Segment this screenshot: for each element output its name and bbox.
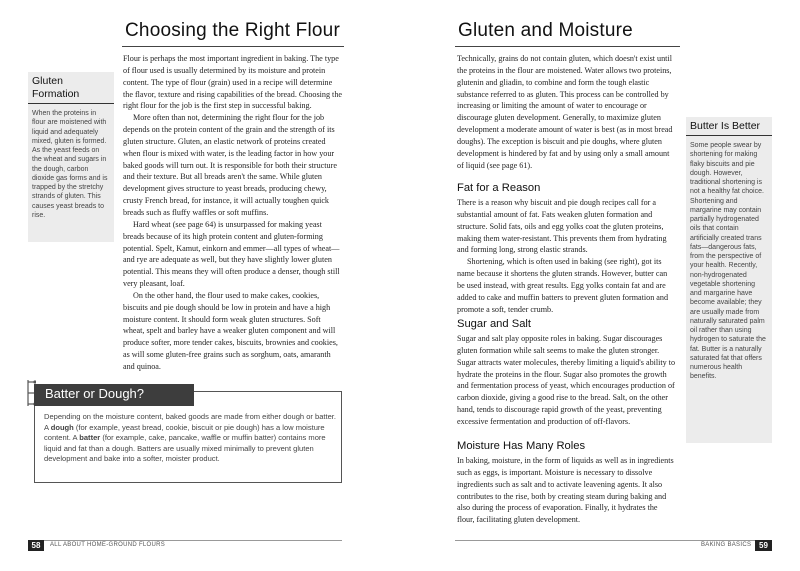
callout-term-dough: dough	[50, 422, 74, 432]
callout-text-part: (for example, yeast bread, cookie, biscuit or pie dough) has a low moisture content. A	[44, 422, 325, 443]
right-footer-rule	[455, 540, 772, 541]
section-heading-sugar-salt: Sugar and Salt	[457, 318, 532, 330]
left-footer-rule	[28, 540, 342, 541]
callout-text-part: (for example, cake, pancake, waffle or muffin batter) contains more liquid and fat than a dough. Batters are usually mixed minimally to prevent gluten development and bake into a softer, moister product.	[44, 433, 326, 464]
sidebar-title-wrap	[686, 117, 772, 136]
right-page-title: Gluten and Moisture	[458, 20, 633, 41]
callout-title: Batter or Dough?	[45, 386, 145, 401]
callout-term-batter: batter	[79, 433, 101, 443]
section-heading-moisture: Moisture Has Many Roles	[457, 440, 586, 452]
sidebar-title: Butter Is Better	[690, 120, 761, 132]
section-heading-fat: Fat for a Reason	[457, 182, 541, 194]
section-sugar-salt-text	[457, 333, 676, 428]
paragraph: Sugar and salt play opposite roles in baking. Sugar discourages gluten formation while salt seems to make the gluten stronger. Sugar attracts water molecules, thereby limiting a liquid's ability to hydrate the proteins in the flour. Sugar also promotes the growth and fermentation process of yeast, which encourages production of carbon dioxide, giving a good rise to the bread. Salt, on the other hand, tends to discourage rapid growth of the yeast, preventing excessive fermentation and production of off-flavors.	[457, 334, 676, 426]
paragraph: Hard wheat (see page 64) is unsurpassed for making yeast breads because of its high protein content and gluten-forming potential. Spelt, Kamut, einkorn and emmer—all types of wheat—and rye are adequate as well, but they have slightly lower gluten potential. This means they will often produce a denser, though still very pleasant, loaf.	[123, 219, 340, 289]
callout-title-bar	[34, 384, 194, 406]
sidebar-title-wrap	[28, 72, 114, 104]
section-moisture-text	[457, 455, 676, 526]
sidebar-text: Some people swear by shortening for making flaky biscuits and pie dough. However, traditional shortening is not a healthy fat choice. Shortening and margarine may contain partially hydrogenated oils that contain artificially created trans fats—dangerous fats, from the perspective of your health. Recently, non-hydrogenated vegetable shortening and margarine have become available; they are usually made from naturally saturated palm oil rather than using hydrogen to saturate the fat. Butter is a naturally saturated fat that offers numerous health benefits.	[690, 142, 766, 381]
sidebar-title: Gluten Formation	[32, 75, 80, 100]
paragraph: More often than not, determining the right flour for the job depends on the protein content of the grain and the strength of its gluten structure. Gluten, an elastic network of proteins created when flour is mixed with water, is the leading factor in how your baked goods will turn out. It is responsible for both their structure and their texture. But all breads aren't the same. While gluten development gives structure to yeast breads, producing chewy, crusty French bread, for instance, it will actually toughen quick breads such as fluffy waffles or soft muffins.	[123, 113, 337, 217]
sidebar-text: When the proteins in flour are moistened with liquid and adequately mixed, gluten is formed. As the yeast feeds on the wheat and sugars in the dough, carbon dioxide gas forms and is trapped by the stretchy strands of gluten. This causes yeast breads to rise.	[32, 110, 108, 219]
page-number-59: 59	[755, 540, 772, 551]
left-page-title: Choosing the Right Flour	[125, 20, 340, 41]
paragraph: Shortening, which is often used in baking (see right), got its name because it shortens the gluten strands. However, butter can be used instead, with great results. Egg yolks contain fat and are added to cake and muffin batters to prevent gluten formation and promote a soft, tender crumb.	[457, 257, 669, 314]
page-number-58: 58	[28, 540, 44, 551]
section-fat-text	[457, 197, 676, 315]
paragraph: On the other hand, the flour used to make cakes, cookies, biscuits and pie dough should be low in protein and have a high moisture content. It should form weak gluten structures. Soft wheat, spelt and barley have a weaker gluten component and will produce softer, more tender cakes, biscuits, brownies and cookies, as will some gluten-free grains such as sorghum, oats, amaranth and quinoa.	[123, 290, 338, 371]
right-running-head: BAKING BASICS	[701, 542, 752, 548]
paragraph: Technically, grains do not contain gluten, which doesn't exist until the proteins in the flour are moistened. Water allows two proteins, glutenin and gliadin, to combine and form the tough elastic substance referred to as gluten. This process can be controlled by increasing or limiting the amount of water to encourage or discourage gluten development. Generally, to maximize gluten development a moderate amount of water is best (as in most bread doughs). The exception is biscuit and pie doughs, where gluten development is hindered by fat and by using only a small amount of liquid (see page 61).	[457, 54, 673, 170]
callout-text	[44, 412, 336, 465]
butter-is-better-sidebar	[686, 117, 772, 443]
paragraph: There is a reason why biscuit and pie dough recipes call for a substantial amount of fat. Fats weaken gluten formation and structure. Solid fats, oils and egg yolks coat the gluten proteins, making them water-resistant. This prevents them from hydrating and forming long, strong elastic strands.	[457, 198, 667, 255]
left-body-text	[123, 53, 343, 373]
right-intro-text	[457, 53, 676, 171]
callout-text-part: Depending on the moisture content, baked goods are made from either dough or batter. A	[44, 412, 336, 432]
gluten-formation-sidebar	[28, 72, 114, 242]
paragraph: Flour is perhaps the most important ingredient in baking. The type of flour used is usually determined by its moisture and protein content. The type of flour (grain) used in a recipe will determine the flavor, texture and rising capabilities of the bread. Choosing the right flour for the job is the first step in successful baking.	[123, 54, 342, 111]
right-title-rule	[455, 46, 680, 47]
paragraph: In baking, moisture, in the form of liquids as well as in ingredients such as eggs, is important. Moisture is necessary to dissolve ingredients such as salt and to activate leavening agents. It also contributes to the rise, both by creating steam during baking and also during the process of evaporation. Finally, it hydrates the flour, facilitating gluten development.	[457, 456, 674, 525]
left-title-rule	[122, 46, 344, 47]
left-running-head: ALL ABOUT HOME-GROUND FLOURS	[50, 542, 166, 548]
